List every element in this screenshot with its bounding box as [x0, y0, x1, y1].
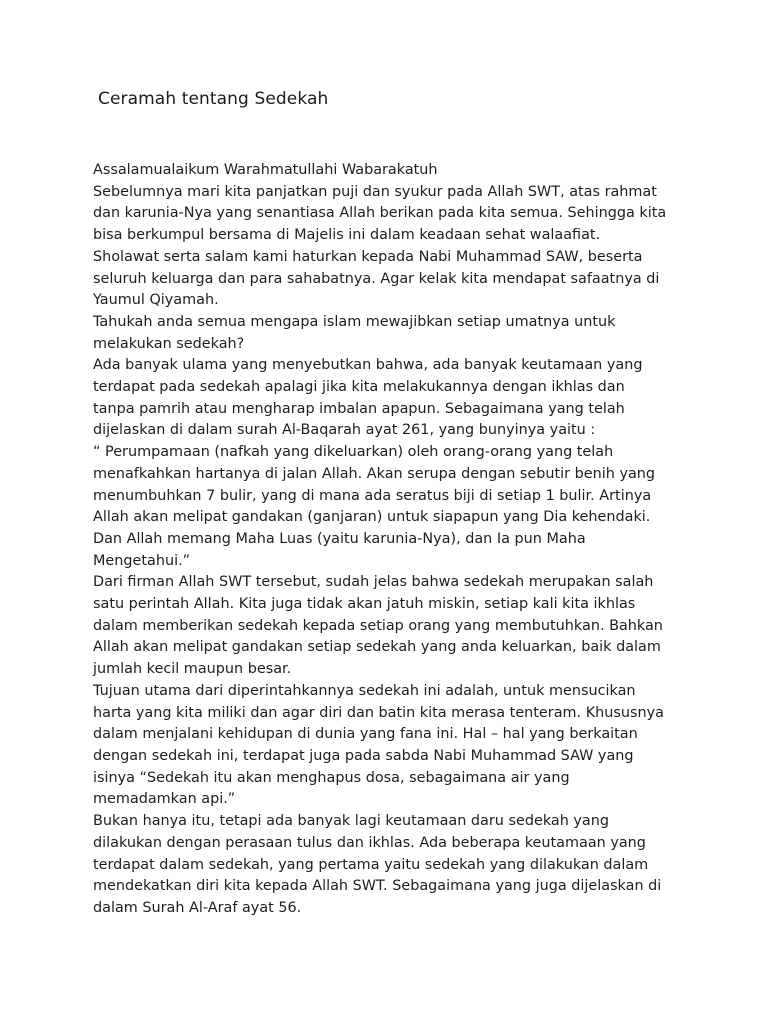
paragraph-line: Dan Allah memang Maha Luas (yaitu karunia-Nya), dan Ia pun Maha	[93, 530, 586, 547]
paragraph-line: mendekatkan diri kita kepada Allah SWT. Sebagaimana yang juga dijelaskan di	[93, 878, 662, 895]
document-paragraph	[93, 572, 688, 681]
paragraph-line: dijelaskan di dalam surah Al-Baqarah ayat 261, yang bunyinya yaitu :	[93, 422, 596, 439]
document-title: Ceramah tentang Sedekah	[98, 89, 329, 109]
paragraph-line: Mengetahui.”	[93, 552, 191, 569]
document-paragraph	[93, 355, 688, 442]
document-paragraph	[93, 312, 688, 355]
paragraph-line: melakukan sedekah?	[93, 335, 245, 352]
paragraph-line: menumbuhkan 7 bulir, yang di mana ada seratus biji di setiap 1 bulir. Artinya	[93, 487, 652, 504]
paragraph-line: dalam Surah Al-Araf ayat 56.	[93, 899, 302, 916]
paragraph-line: terdapat pada sedekah apalagi jika kita melakukannya dengan ikhlas dan	[93, 379, 625, 396]
paragraph-line: menafkahkan hartanya di jalan Allah. Akan serupa dengan sebutir benih yang	[93, 465, 656, 482]
document-paragraph	[93, 681, 688, 811]
paragraph-line: dengan sedekah ini, terdapat juga pada sabda Nabi Muhammad SAW yang	[93, 747, 634, 764]
paragraph-line: tanpa pamrih atau mengharap imbalan apapun. Sebagaimana yang telah	[93, 400, 625, 417]
paragraph-line: terdapat dalam sedekah, yang pertama yaitu sedekah yang dilakukan dalam	[93, 856, 649, 873]
document-body	[93, 160, 688, 920]
document-paragraph	[93, 182, 688, 247]
paragraph-line: Bukan hanya itu, tetapi ada banyak lagi keutamaan daru sedekah yang	[93, 813, 610, 830]
paragraph-line: satu perintah Allah. Kita juga tidak akan jatuh miskin, setiap kali kita ikhlas	[93, 596, 636, 613]
document-paragraph	[93, 811, 688, 920]
paragraph-line: jumlah kecil maupun besar.	[93, 661, 292, 678]
paragraph-line: Tujuan utama dari diperintahkannya sedekah ini adalah, untuk mensucikan	[93, 682, 636, 699]
document-paragraph	[93, 247, 688, 312]
paragraph-line: dilakukan dengan perasaan tulus dan ikhlas. Ada beberapa keutamaan yang	[93, 834, 646, 851]
paragraph-line: bisa berkumpul bersama di Majelis ini dalam keadaan sehat walaafiat.	[93, 227, 601, 244]
paragraph-line: Tahukah anda semua mengapa islam mewajibkan setiap umatnya untuk	[93, 313, 616, 330]
paragraph-line: isinya “Sedekah itu akan menghapus dosa, sebagaimana air yang	[93, 769, 570, 786]
document-paragraph	[93, 160, 688, 182]
paragraph-line: Assalamualaikum Warahmatullahi Wabarakatuh	[93, 162, 438, 178]
paragraph-line: seluruh keluarga dan para sahabatnya. Agar kelak kita mendapat safaatnya di	[93, 270, 660, 287]
paragraph-line: Allah akan melipat gandakan setiap sedekah yang anda keluarkan, baik dalam	[93, 639, 661, 656]
paragraph-line: dan karunia-Nya yang senantiasa Allah berikan pada kita semua. Sehingga kita	[93, 205, 667, 222]
paragraph-line: Ada banyak ulama yang menyebutkan bahwa, ada banyak keutamaan yang	[93, 357, 643, 374]
paragraph-line: Sebelumnya mari kita panjatkan puji dan syukur pada Allah SWT, atas rahmat	[93, 183, 657, 200]
document-paragraph	[93, 442, 688, 572]
paragraph-line: dalam memberikan sedekah kepada setiap orang yang membutuhkan. Bahkan	[93, 617, 663, 634]
paragraph-line: Dari firman Allah SWT tersebut, sudah jelas bahwa sedekah merupakan salah	[93, 574, 654, 591]
paragraph-line: memadamkan api.”	[93, 791, 236, 808]
paragraph-line: harta yang kita miliki dan agar diri dan batin kita merasa tenteram. Khususnya	[93, 704, 664, 721]
paragraph-line: Yaumul Qiyamah.	[93, 292, 219, 309]
paragraph-line: dalam menjalani kehidupan di dunia yang fana ini. Hal – hal yang berkaitan	[93, 726, 638, 743]
paragraph-line: “ Perumpamaan (nafkah yang dikeluarkan) oleh orang-orang yang telah	[93, 444, 614, 461]
paragraph-line: Allah akan melipat gandakan (ganjaran) untuk siapapun yang Dia kehendaki.	[93, 509, 651, 526]
paragraph-line: Sholawat serta salam kami haturkan kepada Nabi Muhammad SAW, beserta	[93, 248, 643, 265]
